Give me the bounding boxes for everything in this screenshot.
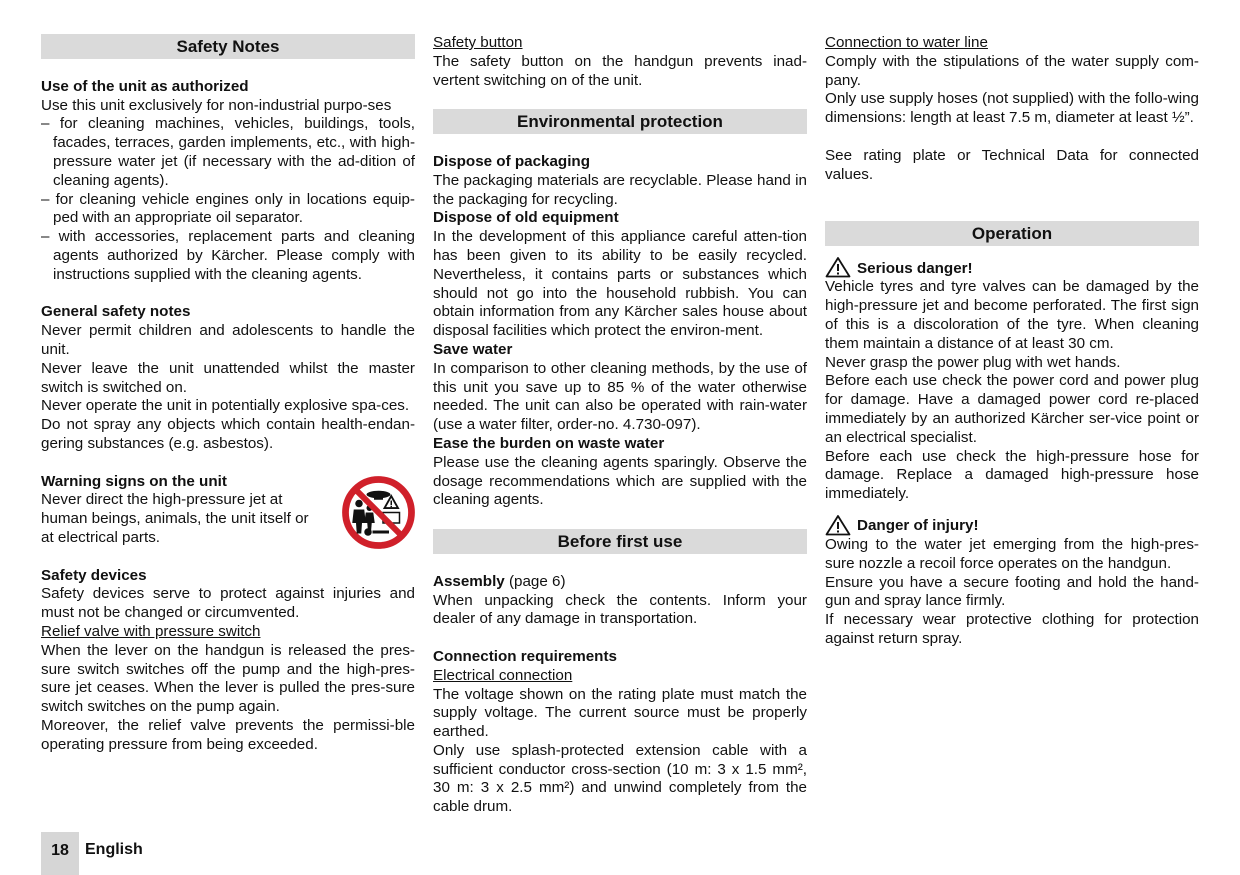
section-heading-environmental: Environmental protection — [433, 109, 807, 134]
paragraph: Never operate the unit in potentially explosive spa-ces. — [41, 397, 410, 415]
paragraph: Moreover, the relief valve prevents the permissi-ble operating pressure from being exceeded. — [41, 716, 415, 753]
paragraph: The safety button on the handgun prevents inad-vertent switching on of the unit. — [433, 52, 807, 89]
list-item: – for cleaning machines, vehicles, buildings, tools, facades, terraces, garden implements, etc., with high-pressure water jet (if necessary with the ad-dition of cleaning agents). — [41, 115, 415, 189]
paragraph: In comparison to other cleaning methods, by the use of this unit you save up to 85 % of the water otherwise needed. The unit can also be operated with rain-water (use a water filter, order-no. 4.730-097). — [433, 359, 807, 434]
list-item: – with accessories, replacement parts and cleaning agents authorized by Kärcher. Please comply with instructions supplied with the cleaning agents. — [41, 228, 415, 283]
subheading-electrical-connection: Electrical connection — [433, 666, 573, 684]
warning-triangle-icon — [825, 256, 851, 278]
section-heading-operation: Operation — [825, 221, 1199, 246]
section-heading-safety-notes: Safety Notes — [41, 34, 415, 59]
paragraph: Safety devices serve to protect against injuries and must not be changed or circumvented. — [41, 585, 415, 622]
paragraph: When the lever on the handgun is released the pres-sure switch switches off the pump and the high-pres-sure jet ceases. When the lever is pulled the pres-sure switch switches on the pump again. — [41, 641, 415, 716]
section-heading-before-first-use: Before first use — [433, 529, 807, 554]
subheading-waste-water: Ease the burden on waste water — [433, 434, 665, 452]
paragraph: Never direct the high-pressure jet at human beings, animals, the unit itself or at electrical parts. — [41, 491, 309, 546]
list-item: – for cleaning vehicle engines only in locations equip-ped with an appropriate oil separator. — [41, 190, 415, 227]
subheading-old-equipment: Dispose of old equipment — [433, 209, 619, 227]
paragraph: Before each use check the high-pressure hose for damage. Replace a damaged high-pressure hose immediately. — [825, 447, 1199, 503]
subheading-water-line: Connection to water line — [825, 34, 988, 51]
subheading-safety-devices: Safety devices — [41, 566, 147, 584]
paragraph: Please use the cleaning agents sparingly. Observe the dosage recommendations which are supplied with the cleaning agents. — [433, 453, 807, 509]
paragraph: Comply with the stipulations of the water supply com-pany. — [825, 52, 1199, 89]
paragraph: If necessary wear protective clothing for protection against return spray. — [825, 611, 1199, 647]
paragraph: Do not spray any objects which contain health-endan-gering substances (e.g. asbestos). — [41, 416, 415, 452]
paragraph: See rating plate or Technical Data for connected values. — [825, 146, 1199, 183]
paragraph: Ensure you have a secure footing and hold the hand-gun and spray lance firmly. — [825, 573, 1199, 610]
paragraph: Vehicle tyres and tyre valves can be damaged by the high-pressure jet and become perforated. The first sign of this is a discoloration of the tyre. When cleaning them maintain a distance of at least 30 cm. — [825, 278, 1199, 352]
subheading-warning-signs: Warning signs on the unit — [41, 472, 227, 490]
no-spray-warning-icon — [341, 475, 416, 550]
column-left — [41, 34, 415, 754]
column-right — [825, 34, 1199, 649]
subheading-packaging: Dispose of packaging — [433, 152, 590, 170]
paragraph: The voltage shown on the rating plate must match the supply voltage. The current source must be properly earthed. — [433, 685, 807, 741]
subheading-safety-button: Safety button — [433, 34, 523, 51]
paragraph: Owing to the water jet emerging from the high-pres-sure nozzle a recoil force operates on the handgun. — [825, 535, 1199, 572]
warning-triangle-icon — [825, 514, 851, 536]
paragraph: Never grasp the power plug with wet hands. — [825, 353, 1121, 371]
paragraph: Never permit children and adolescents to handle the unit. — [41, 322, 415, 358]
subheading-connection-requirements: Connection requirements — [433, 647, 617, 665]
subheading-authorized-use: Use of the unit as authorized — [41, 77, 249, 95]
paragraph: Only use splash-protected extension cable with a sufficient conductor cross-section (10 m: 3 x 1.5 mm², 30 m: 3 x 2.5 mm²) and unwind completely from the cable drum. — [433, 741, 807, 816]
paragraph: In the development of this appliance careful atten-tion has been given to its ability to be easily recycled. Nevertheless, it contains parts or substances which should not go into the household rubbish. You can obtain information from any Kärcher sales house about disposal facilities which protect the environ-ment. — [433, 228, 807, 340]
danger-of-injury-heading: Danger of injury! — [825, 512, 1199, 536]
paragraph: Use this unit exclusively for non-industrial purpo-ses — [41, 96, 392, 114]
paragraph: Only use supply hoses (not supplied) with the follo-wing dimensions: length at least 7.5 m, diameter at least ½”. — [825, 90, 1199, 127]
subheading-relief-valve: Relief valve with pressure switch — [41, 622, 261, 640]
paragraph: When unpacking check the contents. Inform your dealer of any damage in transportation. — [433, 591, 807, 628]
column-middle — [433, 34, 807, 817]
paragraph: The packaging materials are recyclable. Please hand in the packaging for recycling. — [433, 171, 807, 208]
language-label: English — [85, 841, 143, 858]
page-number: 18 — [41, 832, 79, 875]
paragraph: Before each use check the power cord and power plug for damage. Have a damaged power cord re-placed immediately by an authorized Kärcher ser-vice point or an electrical specialist. — [825, 372, 1199, 446]
serious-danger-heading: Serious danger! — [825, 254, 1199, 278]
page-reference: (page 6) — [504, 572, 566, 590]
paragraph: Never leave the unit unattended whilst the master switch is switched on. — [41, 359, 415, 396]
subheading-assembly: Assembly (page 6) — [433, 572, 566, 590]
subheading-general-safety: General safety notes — [41, 303, 191, 321]
subheading-save-water: Save water — [433, 340, 513, 358]
warning-signs-block — [41, 473, 415, 548]
